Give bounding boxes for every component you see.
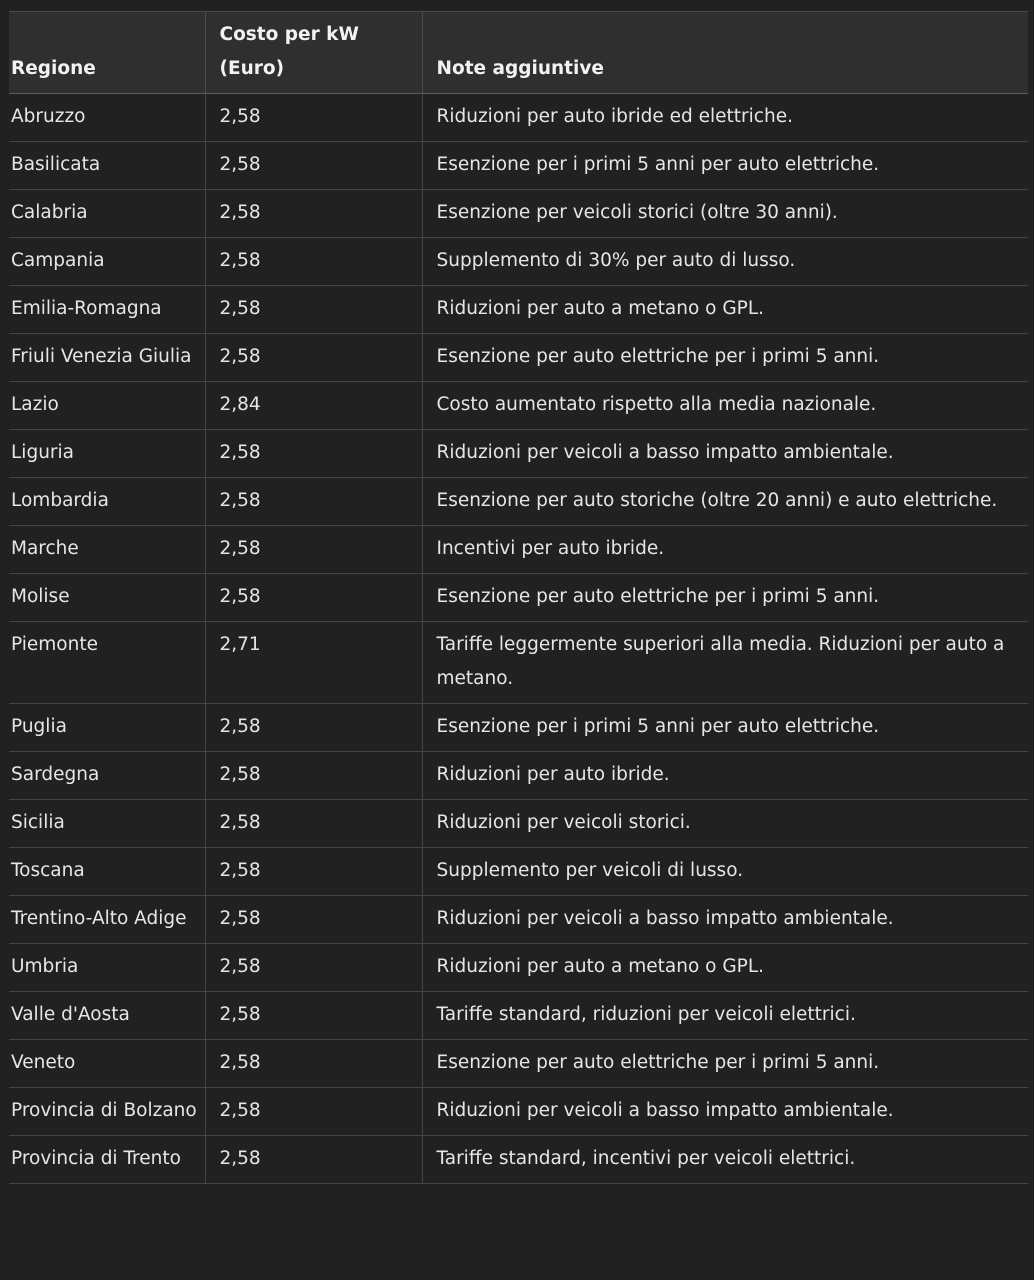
table-row bbox=[9, 94, 1028, 142]
cell-regione: Campania bbox=[9, 238, 205, 286]
cell-costo: 2,58 bbox=[205, 238, 422, 286]
cell-costo: 2,58 bbox=[205, 1136, 422, 1184]
table-container bbox=[9, 11, 1028, 1184]
cell-regione: Umbria bbox=[9, 944, 205, 992]
cell-regione: Basilicata bbox=[9, 142, 205, 190]
table-row bbox=[9, 526, 1028, 574]
cell-note: Riduzioni per veicoli a basso impatto ambientale. bbox=[422, 1088, 1028, 1136]
table-row bbox=[9, 622, 1028, 704]
cell-costo: 2,58 bbox=[205, 94, 422, 142]
cell-note: Esenzione per auto storiche (oltre 20 anni) e auto elettriche. bbox=[422, 478, 1028, 526]
cell-regione: Lazio bbox=[9, 382, 205, 430]
cell-regione: Lombardia bbox=[9, 478, 205, 526]
table-row bbox=[9, 1088, 1028, 1136]
cell-regione: Friuli Venezia Giulia bbox=[9, 334, 205, 382]
tax-table bbox=[9, 11, 1028, 1184]
cell-costo: 2,58 bbox=[205, 190, 422, 238]
table-row bbox=[9, 992, 1028, 1040]
cell-costo: 2,71 bbox=[205, 622, 422, 704]
table-row bbox=[9, 286, 1028, 334]
cell-note: Riduzioni per auto a metano o GPL. bbox=[422, 944, 1028, 992]
cell-note: Costo aumentato rispetto alla media nazionale. bbox=[422, 382, 1028, 430]
cell-note: Supplemento per veicoli di lusso. bbox=[422, 848, 1028, 896]
table-header bbox=[9, 12, 1028, 94]
cell-costo: 2,58 bbox=[205, 1088, 422, 1136]
header-note: Note aggiuntive bbox=[422, 12, 1028, 94]
table-row bbox=[9, 704, 1028, 752]
header-row bbox=[9, 12, 1028, 94]
cell-regione: Sicilia bbox=[9, 800, 205, 848]
table-row bbox=[9, 238, 1028, 286]
table-row bbox=[9, 142, 1028, 190]
cell-note: Supplemento di 30% per auto di lusso. bbox=[422, 238, 1028, 286]
table-row bbox=[9, 1136, 1028, 1184]
cell-note: Esenzione per veicoli storici (oltre 30 anni). bbox=[422, 190, 1028, 238]
cell-regione: Sardegna bbox=[9, 752, 205, 800]
cell-costo: 2,58 bbox=[205, 752, 422, 800]
cell-note: Esenzione per auto elettriche per i primi 5 anni. bbox=[422, 334, 1028, 382]
cell-note: Tariffe standard, riduzioni per veicoli elettrici. bbox=[422, 992, 1028, 1040]
header-costo: Costo per kW (Euro) bbox=[205, 12, 422, 94]
cell-note: Riduzioni per veicoli a basso impatto ambientale. bbox=[422, 430, 1028, 478]
cell-note: Esenzione per auto elettriche per i primi 5 anni. bbox=[422, 574, 1028, 622]
cell-costo: 2,58 bbox=[205, 430, 422, 478]
cell-regione: Molise bbox=[9, 574, 205, 622]
cell-costo: 2,58 bbox=[205, 944, 422, 992]
table-body bbox=[9, 94, 1028, 1184]
cell-costo: 2,58 bbox=[205, 848, 422, 896]
cell-note: Tariffe standard, incentivi per veicoli elettrici. bbox=[422, 1136, 1028, 1184]
cell-costo: 2,58 bbox=[205, 896, 422, 944]
cell-costo: 2,84 bbox=[205, 382, 422, 430]
table-row bbox=[9, 896, 1028, 944]
table-row bbox=[9, 752, 1028, 800]
table-row bbox=[9, 190, 1028, 238]
table-row bbox=[9, 574, 1028, 622]
cell-note: Riduzioni per auto ibride. bbox=[422, 752, 1028, 800]
cell-costo: 2,58 bbox=[205, 574, 422, 622]
cell-regione: Provincia di Trento bbox=[9, 1136, 205, 1184]
cell-costo: 2,58 bbox=[205, 1040, 422, 1088]
cell-note: Esenzione per i primi 5 anni per auto elettriche. bbox=[422, 142, 1028, 190]
cell-costo: 2,58 bbox=[205, 800, 422, 848]
table-row bbox=[9, 848, 1028, 896]
header-regione: Regione bbox=[9, 12, 205, 94]
table-row bbox=[9, 382, 1028, 430]
cell-costo: 2,58 bbox=[205, 478, 422, 526]
cell-costo: 2,58 bbox=[205, 286, 422, 334]
cell-note: Riduzioni per auto ibride ed elettriche. bbox=[422, 94, 1028, 142]
cell-note: Riduzioni per auto a metano o GPL. bbox=[422, 286, 1028, 334]
cell-regione: Veneto bbox=[9, 1040, 205, 1088]
table-row bbox=[9, 478, 1028, 526]
cell-costo: 2,58 bbox=[205, 526, 422, 574]
cell-regione: Liguria bbox=[9, 430, 205, 478]
cell-note: Riduzioni per veicoli a basso impatto ambientale. bbox=[422, 896, 1028, 944]
table-row bbox=[9, 800, 1028, 848]
cell-regione: Puglia bbox=[9, 704, 205, 752]
cell-costo: 2,58 bbox=[205, 334, 422, 382]
cell-regione: Valle d'Aosta bbox=[9, 992, 205, 1040]
table-row bbox=[9, 334, 1028, 382]
cell-note: Incentivi per auto ibride. bbox=[422, 526, 1028, 574]
cell-note: Tariffe leggermente superiori alla media. Riduzioni per auto a metano. bbox=[422, 622, 1028, 704]
cell-regione: Marche bbox=[9, 526, 205, 574]
table-row bbox=[9, 1040, 1028, 1088]
cell-costo: 2,58 bbox=[205, 992, 422, 1040]
cell-regione: Calabria bbox=[9, 190, 205, 238]
cell-regione: Trentino-Alto Adige bbox=[9, 896, 205, 944]
cell-note: Esenzione per auto elettriche per i primi 5 anni. bbox=[422, 1040, 1028, 1088]
cell-note: Esenzione per i primi 5 anni per auto elettriche. bbox=[422, 704, 1028, 752]
cell-note: Riduzioni per veicoli storici. bbox=[422, 800, 1028, 848]
cell-regione: Provincia di Bolzano bbox=[9, 1088, 205, 1136]
table-row bbox=[9, 944, 1028, 992]
cell-regione: Piemonte bbox=[9, 622, 205, 704]
cell-regione: Abruzzo bbox=[9, 94, 205, 142]
cell-costo: 2,58 bbox=[205, 704, 422, 752]
cell-costo: 2,58 bbox=[205, 142, 422, 190]
table-row bbox=[9, 430, 1028, 478]
cell-regione: Toscana bbox=[9, 848, 205, 896]
cell-regione: Emilia-Romagna bbox=[9, 286, 205, 334]
